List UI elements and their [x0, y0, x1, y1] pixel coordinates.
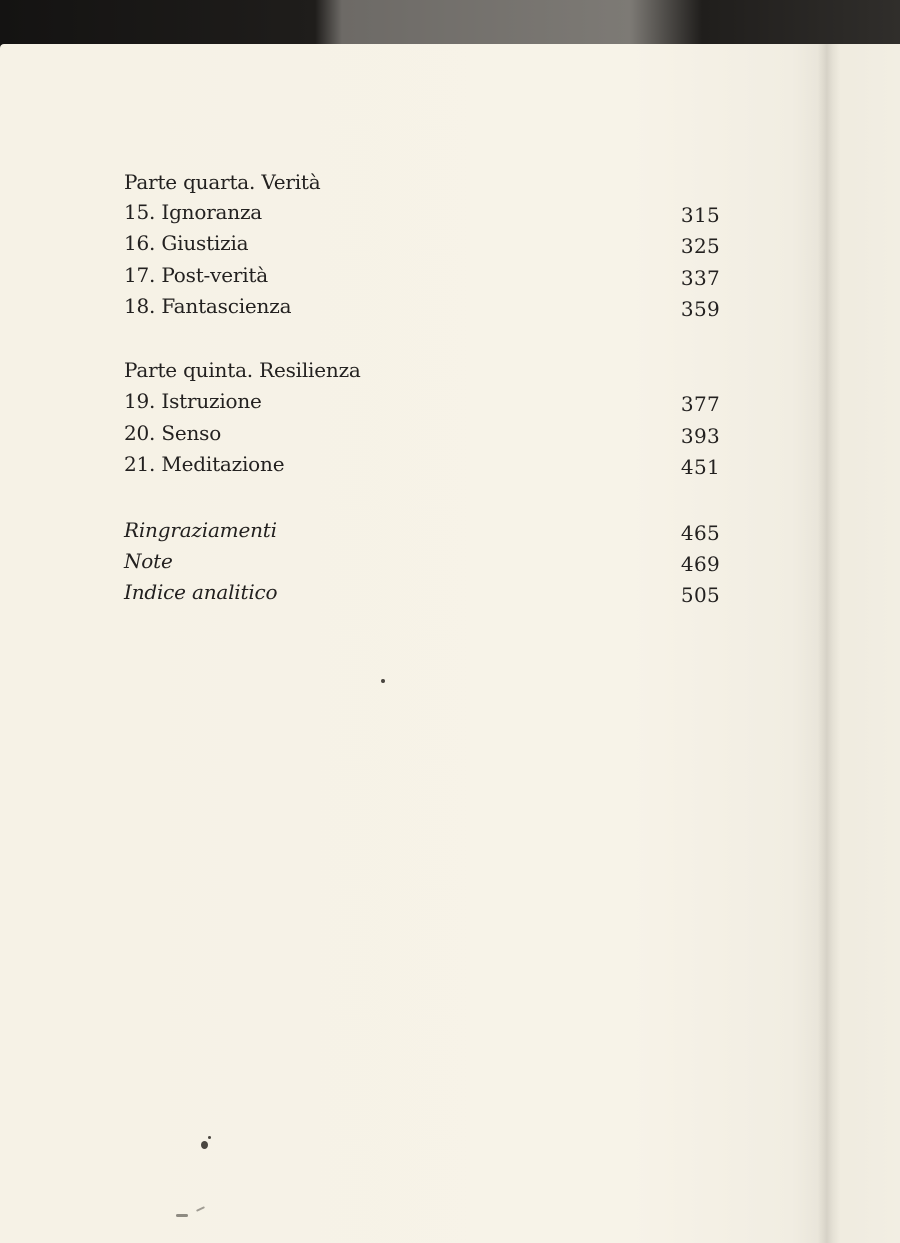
- chapter-label: 20. Senso: [124, 421, 222, 445]
- toc-entry: [124, 200, 720, 230]
- page-number: 393: [680, 424, 720, 448]
- dust-speck: [208, 1136, 211, 1139]
- dust-speck: [381, 679, 385, 683]
- toc-entry: [124, 231, 720, 261]
- chapter-label: 18. Fantascienza: [124, 294, 292, 318]
- toc-entry-notes: [124, 549, 720, 579]
- chapter-label: 21. Meditazione: [124, 452, 285, 476]
- page-number: 505: [680, 583, 720, 607]
- back-matter-label: Ringraziamenti: [124, 518, 277, 542]
- toc-entry: [124, 294, 720, 324]
- back-matter-label: Note: [124, 549, 173, 573]
- dust-speck: [176, 1214, 188, 1217]
- page-number: 315: [680, 203, 720, 227]
- chapter-label: 17. Post-verità: [124, 263, 268, 287]
- page-number: 469: [680, 552, 720, 576]
- chapter-label: 16. Giustizia: [124, 231, 249, 255]
- chapter-label: 19. Istruzione: [124, 389, 262, 413]
- dust-speck: [201, 1141, 208, 1149]
- page-number: 465: [680, 521, 720, 545]
- page-number: 359: [680, 297, 720, 321]
- back-matter-label: Indice analitico: [124, 580, 278, 604]
- part-four-title: Parte quarta. Verità: [124, 170, 321, 194]
- page-number: 337: [680, 266, 720, 290]
- chapter-label: 15. Ignoranza: [124, 200, 263, 224]
- toc-entry: [124, 421, 720, 451]
- toc-entry: [124, 263, 720, 293]
- part-five-title: Parte quinta. Resilienza: [124, 358, 361, 382]
- page-number: 325: [680, 234, 720, 258]
- toc-entry: [124, 452, 720, 482]
- toc-entry: [124, 389, 720, 419]
- page-number: 451: [680, 455, 720, 479]
- page-number: 377: [680, 392, 720, 416]
- toc-entry-index: [124, 580, 720, 610]
- toc-entry-acknowledgements: [124, 518, 720, 548]
